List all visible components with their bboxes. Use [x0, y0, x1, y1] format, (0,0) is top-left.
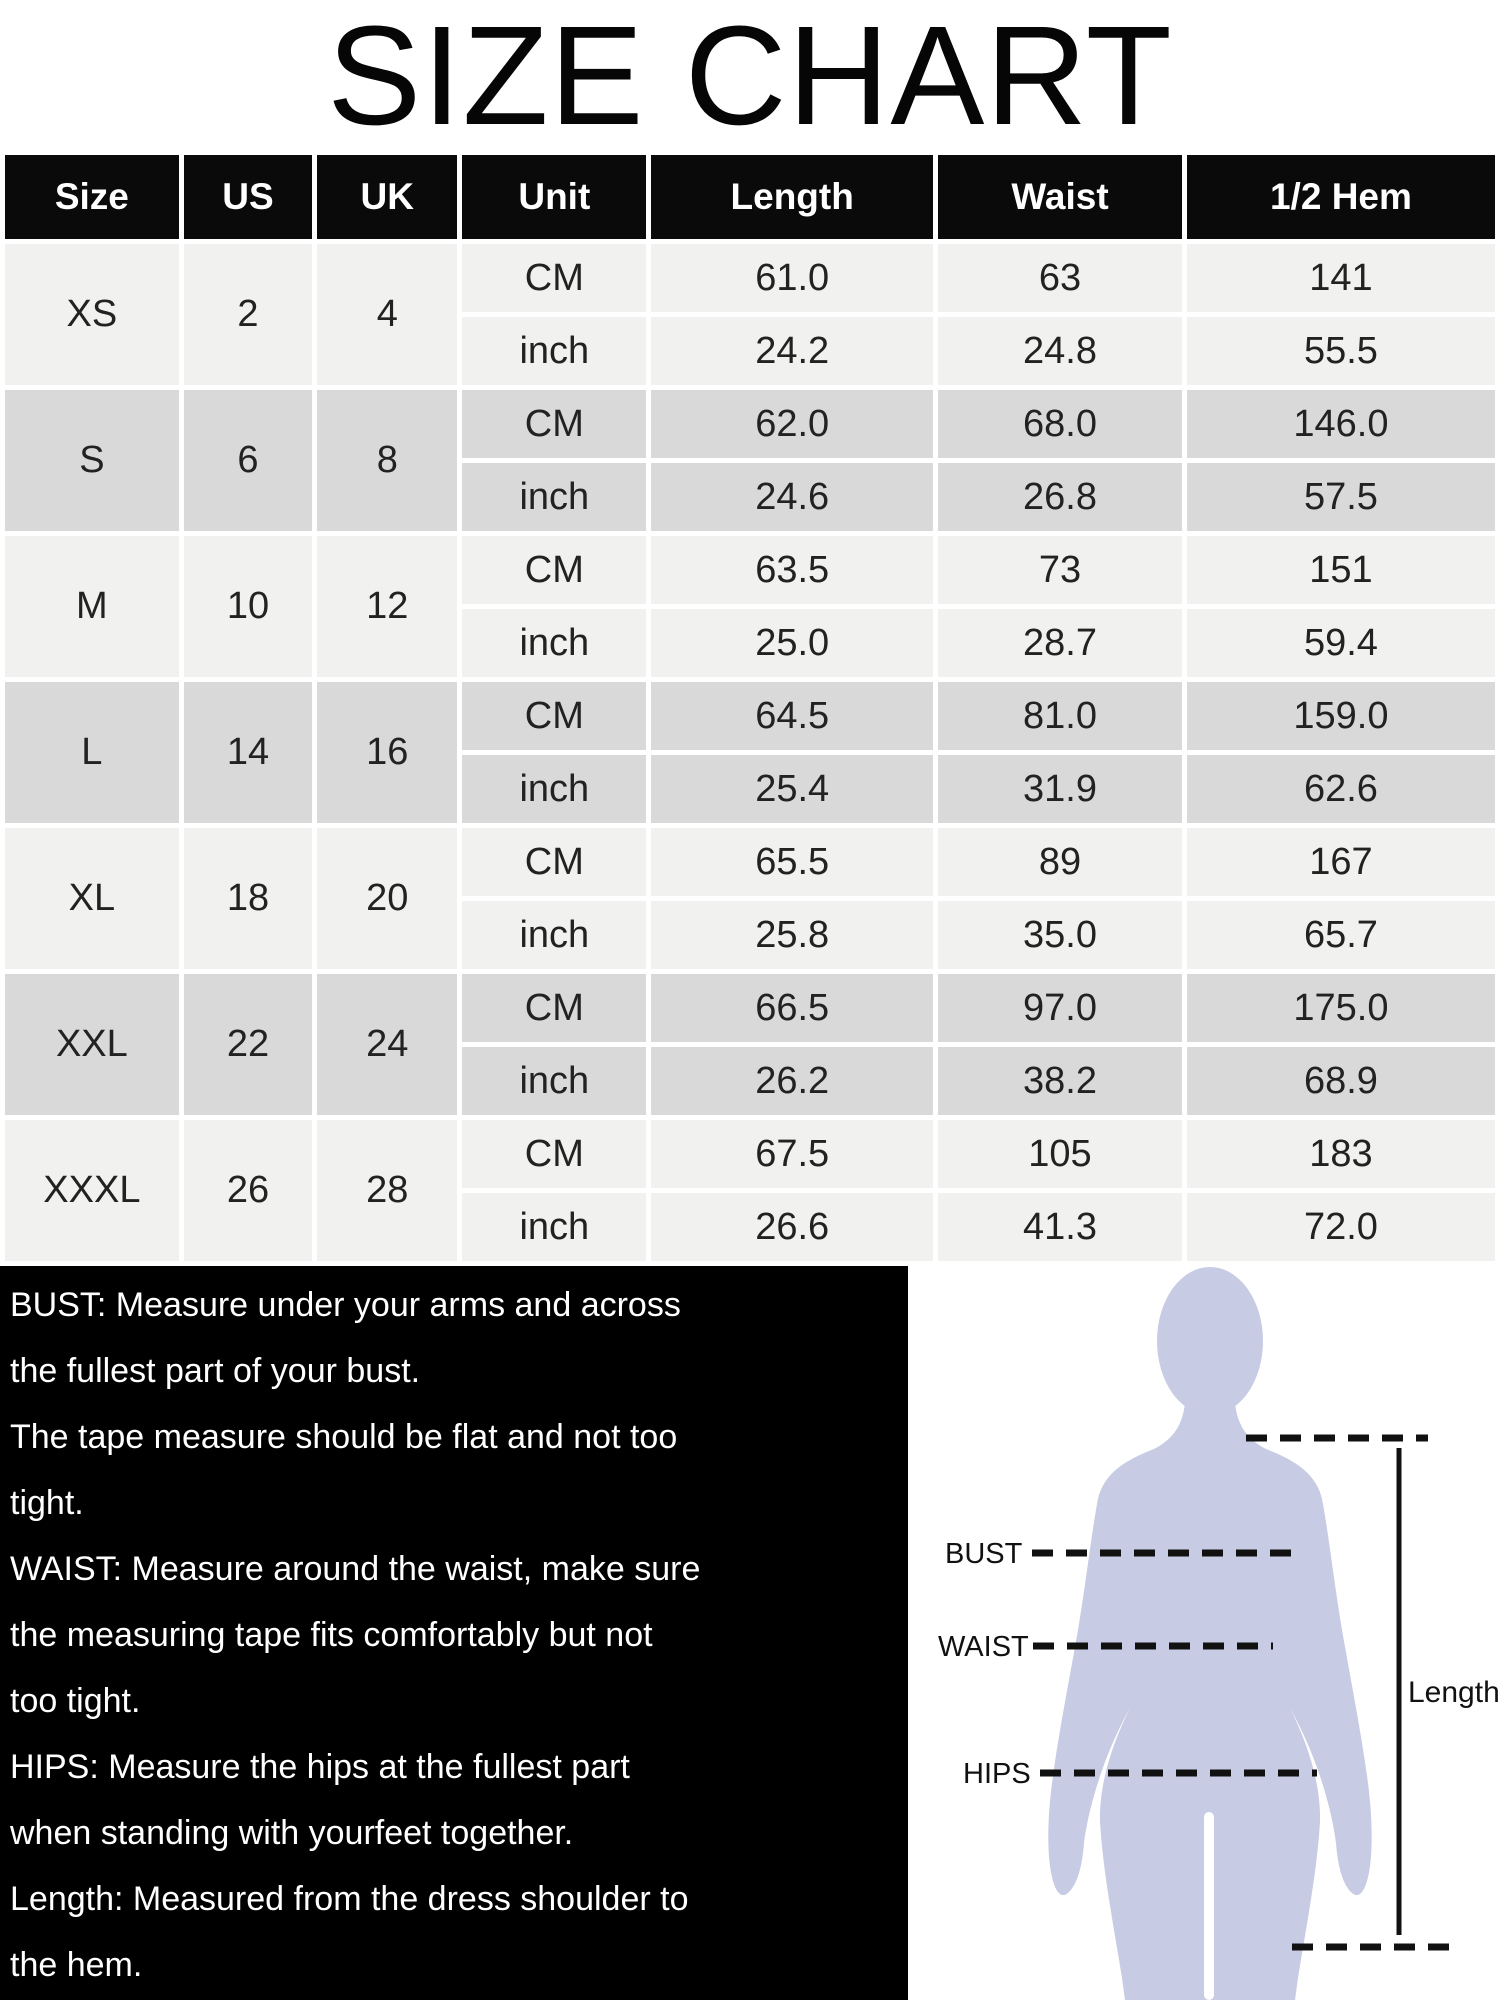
- uk-cell: 4: [317, 244, 457, 385]
- table-row: [5, 244, 1495, 312]
- value-cell: 65.7: [1187, 901, 1495, 969]
- unit-cell: CM: [462, 244, 646, 312]
- header-cell: Unit: [462, 155, 646, 239]
- value-cell: 24.8: [938, 317, 1182, 385]
- value-cell: 55.5: [1187, 317, 1495, 385]
- unit-cell: inch: [462, 609, 646, 677]
- value-cell: 105: [938, 1120, 1182, 1188]
- value-cell: 63.5: [651, 536, 933, 604]
- table-row: [5, 1120, 1495, 1188]
- measurement-diagram: [908, 1266, 1500, 2000]
- value-cell: 35.0: [938, 901, 1182, 969]
- instruction-line: BUST: Measure under your arms and across: [10, 1286, 681, 1324]
- header-cell: Waist: [938, 155, 1182, 239]
- value-cell: 25.4: [651, 755, 933, 823]
- unit-cell: inch: [462, 317, 646, 385]
- value-cell: 28.7: [938, 609, 1182, 677]
- instruction-line: when standing with yourfeet together.: [10, 1814, 574, 1852]
- table-row: [5, 974, 1495, 1042]
- uk-cell: 28: [317, 1120, 457, 1261]
- bust-label: BUST: [945, 1538, 1023, 1570]
- size-cell: XL: [5, 828, 179, 969]
- page-title: SIZE CHART: [327, 0, 1173, 154]
- table-row: [5, 682, 1495, 750]
- table-row: [5, 828, 1495, 896]
- value-cell: 31.9: [938, 755, 1182, 823]
- value-cell: 73: [938, 536, 1182, 604]
- header-cell: 1/2 Hem: [1187, 155, 1495, 239]
- table-header-row: [5, 155, 1495, 239]
- uk-cell: 12: [317, 536, 457, 677]
- size-cell: M: [5, 536, 179, 677]
- us-cell: 14: [184, 682, 312, 823]
- header-cell: Length: [651, 155, 933, 239]
- us-cell: 18: [184, 828, 312, 969]
- waist-label: WAIST: [938, 1631, 1029, 1663]
- value-cell: 26.8: [938, 463, 1182, 531]
- unit-cell: CM: [462, 828, 646, 896]
- hips-label: HIPS: [963, 1758, 1031, 1790]
- size-cell: XXL: [5, 974, 179, 1115]
- size-cell: XS: [5, 244, 179, 385]
- unit-cell: CM: [462, 536, 646, 604]
- value-cell: 67.5: [651, 1120, 933, 1188]
- uk-cell: 16: [317, 682, 457, 823]
- size-cell: XXXL: [5, 1120, 179, 1261]
- body-half-shape: [1048, 1384, 1210, 2000]
- value-cell: 57.5: [1187, 463, 1495, 531]
- instruction-line: tight.: [10, 1484, 84, 1522]
- value-cell: 26.6: [651, 1193, 933, 1261]
- value-cell: 38.2: [938, 1047, 1182, 1115]
- us-cell: 26: [184, 1120, 312, 1261]
- instruction-line: The tape measure should be flat and not too: [10, 1418, 678, 1456]
- header-cell: Size: [5, 155, 179, 239]
- measuring-instructions: [0, 1266, 908, 2000]
- size-cell: L: [5, 682, 179, 823]
- value-cell: 183: [1187, 1120, 1495, 1188]
- us-cell: 2: [184, 244, 312, 385]
- unit-cell: inch: [462, 1047, 646, 1115]
- value-cell: 25.0: [651, 609, 933, 677]
- unit-cell: CM: [462, 1120, 646, 1188]
- value-cell: 63: [938, 244, 1182, 312]
- value-cell: 175.0: [1187, 974, 1495, 1042]
- title-bar: [0, 0, 1500, 154]
- instruction-line: WAIST: Measure around the waist, make sure: [10, 1550, 701, 1588]
- leg-gap: [1204, 1812, 1214, 2000]
- value-cell: 24.2: [651, 317, 933, 385]
- value-cell: 141: [1187, 244, 1495, 312]
- value-cell: 62.6: [1187, 755, 1495, 823]
- value-cell: 89: [938, 828, 1182, 896]
- value-cell: 72.0: [1187, 1193, 1495, 1261]
- value-cell: 97.0: [938, 974, 1182, 1042]
- value-cell: 68.9: [1187, 1047, 1495, 1115]
- table-row: [5, 390, 1495, 458]
- length-label: Length: [1408, 1676, 1500, 1709]
- instruction-line: too tight.: [10, 1682, 141, 1720]
- us-cell: 10: [184, 536, 312, 677]
- size-cell: S: [5, 390, 179, 531]
- unit-cell: CM: [462, 682, 646, 750]
- value-cell: 61.0: [651, 244, 933, 312]
- instruction-line: Length: Measured from the dress shoulder to: [10, 1880, 689, 1918]
- value-cell: 146.0: [1187, 390, 1495, 458]
- value-cell: 81.0: [938, 682, 1182, 750]
- header-cell: UK: [317, 155, 457, 239]
- size-chart-table: [0, 150, 1500, 1266]
- value-cell: 68.0: [938, 390, 1182, 458]
- unit-cell: CM: [462, 974, 646, 1042]
- value-cell: 167: [1187, 828, 1495, 896]
- value-cell: 62.0: [651, 390, 933, 458]
- unit-cell: inch: [462, 901, 646, 969]
- value-cell: 66.5: [651, 974, 933, 1042]
- body-diagram-svg: [908, 1266, 1500, 2000]
- unit-cell: inch: [462, 755, 646, 823]
- table-row: [5, 536, 1495, 604]
- uk-cell: 24: [317, 974, 457, 1115]
- instruction-line: the fullest part of your bust.: [10, 1352, 421, 1390]
- bottom-section: [0, 1266, 1500, 2000]
- value-cell: 24.6: [651, 463, 933, 531]
- value-cell: 59.4: [1187, 609, 1495, 677]
- unit-cell: inch: [462, 1193, 646, 1261]
- unit-cell: inch: [462, 463, 646, 531]
- instruction-line: HIPS: Measure the hips at the fullest part: [10, 1748, 630, 1786]
- value-cell: 65.5: [651, 828, 933, 896]
- uk-cell: 8: [317, 390, 457, 531]
- instruction-line: the hem.: [10, 1946, 143, 1984]
- header-cell: US: [184, 155, 312, 239]
- instruction-line: the measuring tape fits comfortably but not: [10, 1616, 653, 1654]
- value-cell: 25.8: [651, 901, 933, 969]
- uk-cell: 20: [317, 828, 457, 969]
- unit-cell: CM: [462, 390, 646, 458]
- us-cell: 22: [184, 974, 312, 1115]
- value-cell: 26.2: [651, 1047, 933, 1115]
- value-cell: 64.5: [651, 682, 933, 750]
- value-cell: 151: [1187, 536, 1495, 604]
- us-cell: 6: [184, 390, 312, 531]
- value-cell: 41.3: [938, 1193, 1182, 1261]
- value-cell: 159.0: [1187, 682, 1495, 750]
